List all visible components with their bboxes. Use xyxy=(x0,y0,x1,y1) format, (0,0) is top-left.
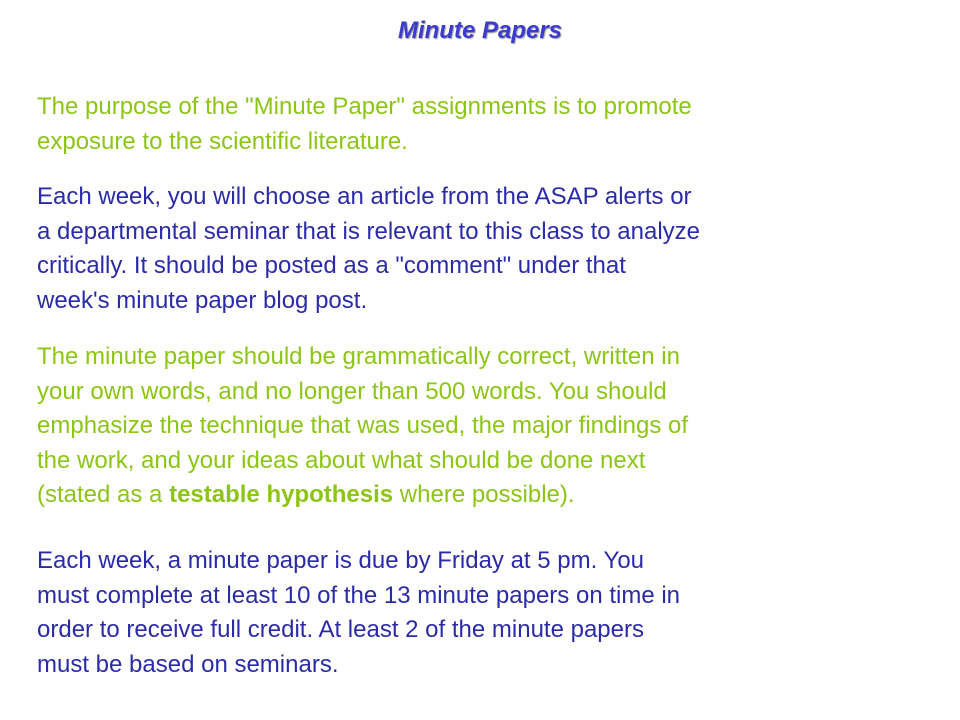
paragraph-line: must complete at least 10 of the 13 minute papers on time in xyxy=(37,581,681,609)
paragraph-purpose xyxy=(37,90,927,159)
paragraph-line: the work, and your ideas about what should be done next xyxy=(37,446,646,474)
paragraph-line: order to receive full credit. At least 2 of the minute papers xyxy=(37,616,644,643)
paragraph-line: your own words, and no longer than 500 words. You should xyxy=(37,377,667,405)
paragraph-line: a departmental seminar that is relevant to this class to analyze xyxy=(37,217,700,245)
paragraph-weekly-article xyxy=(37,180,927,318)
paragraph-line: critically. It should be posted as a "comment" under that xyxy=(37,252,626,279)
paragraph-deadlines xyxy=(37,544,927,682)
paragraph-line: must be based on seminars. xyxy=(37,650,339,678)
paragraph-line: The minute paper should be grammatically correct, written in xyxy=(37,343,680,370)
paragraph-line: Each week, a minute paper is due by Friday at 5 pm. You xyxy=(37,547,645,574)
paragraph-line: emphasize the technique that was used, the major findings of xyxy=(37,412,689,439)
paragraph-line: The purpose of the "Minute Paper" assignments is to promote xyxy=(37,93,692,120)
paragraph-line: week's minute paper blog post. xyxy=(37,286,368,314)
paragraph-line-end: where possible). xyxy=(393,481,575,508)
paragraph-line: exposure to the scientific literature. xyxy=(37,127,408,155)
paragraph-line-start: (stated as a xyxy=(37,481,170,508)
paragraph-requirements xyxy=(37,340,927,513)
testable-hypothesis-emphasis: testable hypothesis xyxy=(169,481,394,508)
slide-title: Minute Papers xyxy=(397,17,563,44)
paragraph-line: Each week, you will choose an article from the ASAP alerts or xyxy=(37,183,692,210)
